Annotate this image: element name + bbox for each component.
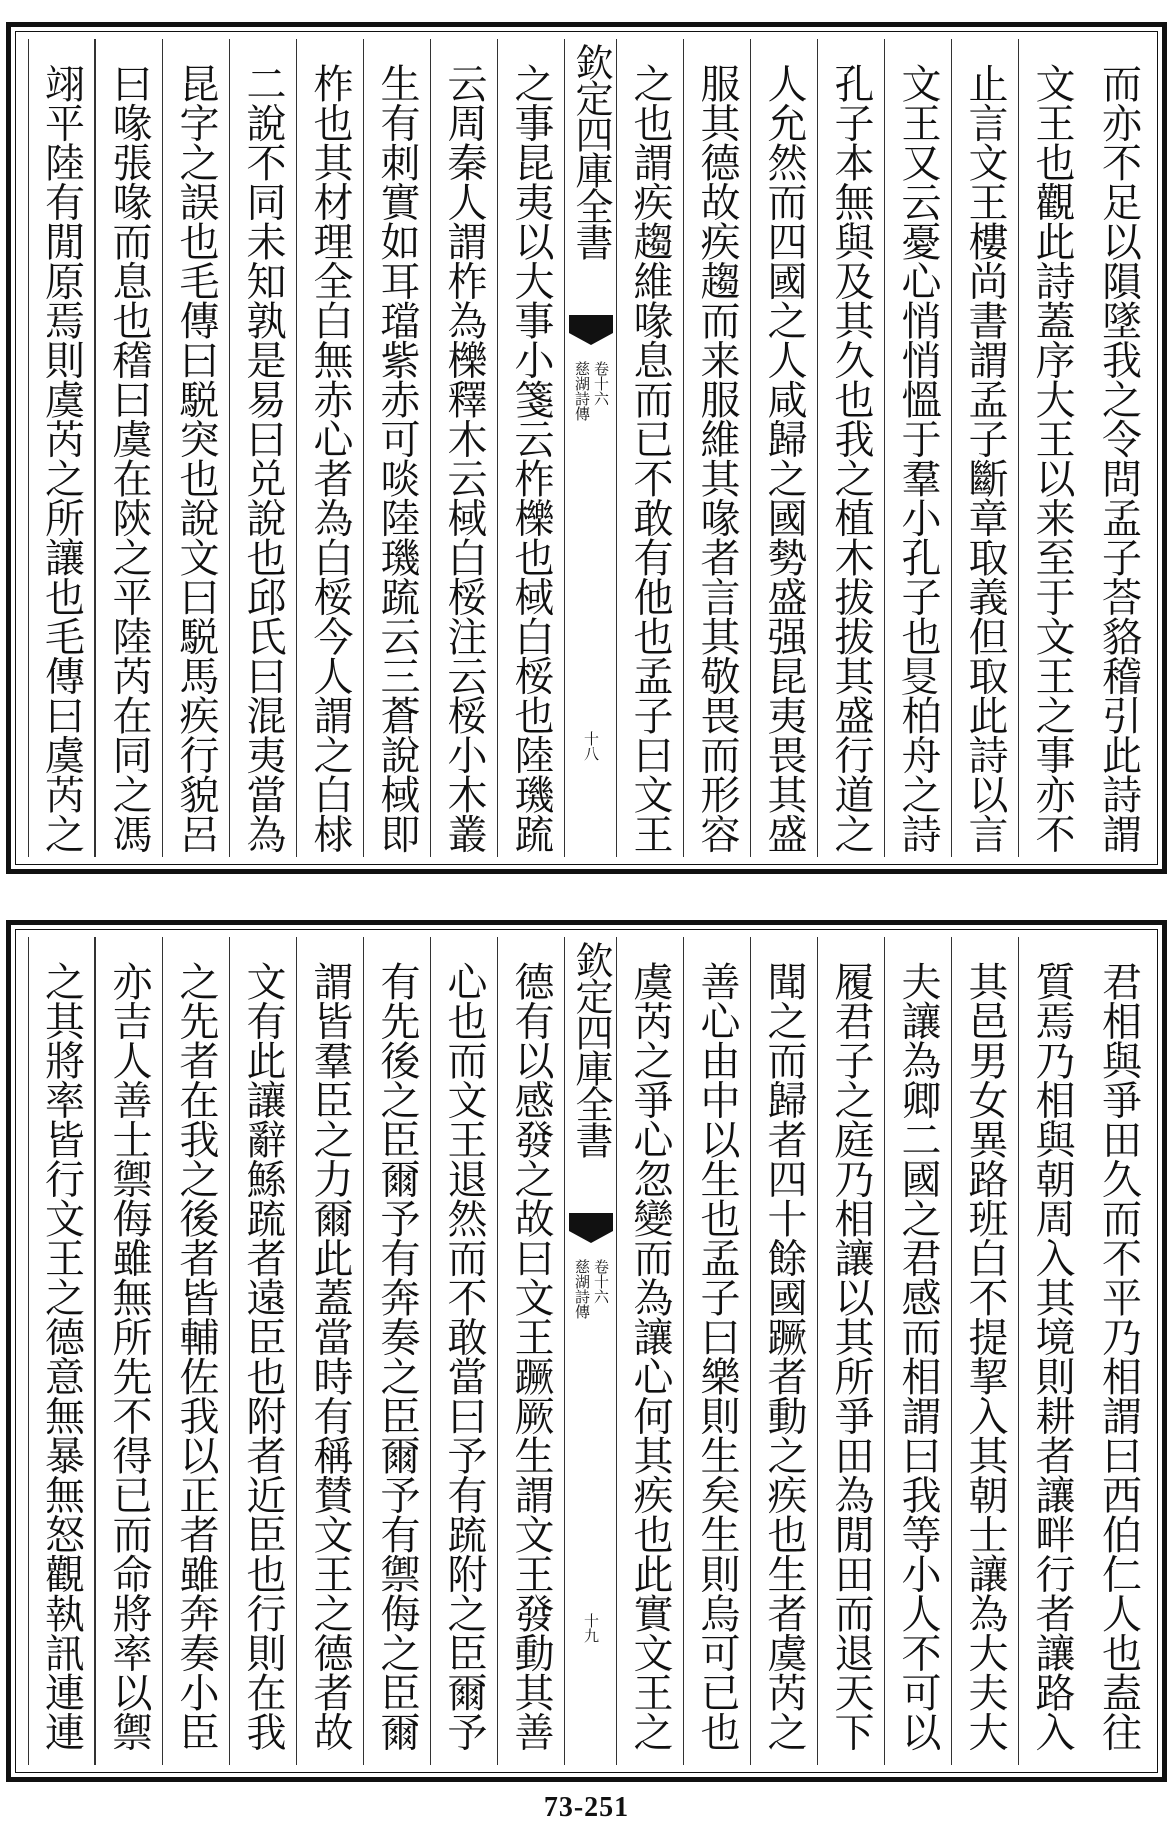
text-column: 文王又云憂心悄悄慍于羣小孔子也𠭁柏舟之詩 xyxy=(884,39,951,857)
text-column: 翊平陸有閒原焉則虞芮之所讓也毛傳曰虞芮之 xyxy=(28,39,95,857)
book-series-title: 欽定四庫全書 xyxy=(569,43,613,259)
center-column xyxy=(564,39,616,857)
text-column: 虞芮之爭心忽變而為讓心何其疾也此實文王之 xyxy=(616,937,683,1765)
book-volume-label: 慈湖詩傳 卷十六 xyxy=(573,1259,610,1319)
text-column: 君相與爭田久而不平乃相謂曰西伯仁人也盍往 xyxy=(1095,961,1142,1751)
text-column: 心也而文王退然而不敢當曰予有䟽附之臣爾予 xyxy=(430,937,497,1765)
text-column: 柞也其材理全白無赤心者為白桵今人謂之白梂 xyxy=(296,39,363,857)
text-column: 有先後之臣爾予有奔奏之臣爾予有禦侮之臣爾 xyxy=(363,937,430,1765)
text-column: 之也謂疾趨維喙息而已不敢有他也孟子曰文王 xyxy=(616,39,683,857)
text-column: 服其德故疾趨而来服維其喙者言其敬畏而形容 xyxy=(683,39,750,857)
page-number: 73-251 xyxy=(543,1792,630,1823)
text-column: 履君子之庭乃相讓以其所爭田為閒田而退天下 xyxy=(817,937,884,1765)
text-column: 善心由中以生也孟子曰樂則生矣生則烏可已也 xyxy=(683,937,750,1765)
text-column: 孔子本無與及其久也我之植木拔拔其盛行道之 xyxy=(817,39,884,857)
text-column: 謂皆羣臣之力爾此蓋當時有稱賛文王之德者故 xyxy=(296,937,363,1765)
book-series-title: 欽定四庫全書 xyxy=(569,941,613,1157)
text-column: 文有此讓辭鯀䟽者遠臣也附者近臣也行則在我 xyxy=(229,937,296,1765)
text-column: 亦吉人善士禦侮雖無所先不得已而命將率以禦 xyxy=(95,937,162,1765)
folio-number: 十九 xyxy=(582,1613,600,1643)
text-column: 人允然而四國之人咸歸之國勢盛强昆夷畏其盛 xyxy=(750,39,817,857)
text-column: 之事昆夷以大事小箋云柞櫟也棫白桵也陸璣䟽 xyxy=(497,39,564,857)
text-column: 夫讓為卿二國之君感而相謂曰我等小人不可以 xyxy=(884,937,951,1765)
text-column: 聞之而歸者四十餘國蹶者動之疾也生者虞芮之 xyxy=(750,937,817,1765)
center-column xyxy=(564,937,616,1765)
text-column: 之先者在我之後者皆輔佐我以正者雖奔奏小臣 xyxy=(162,937,229,1765)
text-column: 質焉乃相與朝周入其境則耕者讓畔行者讓路入 xyxy=(1018,937,1085,1765)
text-column: 之其將率皆行文王之德意無暴無怒觀執訊連連 xyxy=(28,937,95,1765)
text-column: 生有刺實如耳璫紫赤可啖陸璣䟽云三蒼說棫即 xyxy=(363,39,430,857)
text-column: 文王也觀此詩蓋序大王以来至于文王之事亦不 xyxy=(1018,39,1085,857)
text-column: 止言文王樓尚書謂孟子斷章取義但取此詩以言 xyxy=(951,39,1018,857)
text-column: 昆字之誤也毛傳曰駾突也說文曰駾馬疾行貌呂 xyxy=(162,39,229,857)
text-column: 云周秦人謂柞為櫟釋木云棫白桵注云桵小木叢 xyxy=(430,39,497,857)
bottom-page xyxy=(6,920,1167,1782)
fishtail-mark xyxy=(569,315,613,333)
text-column: 曰喙張喙而息也𥡴曰虞在陝之平陸芮在同之馮 xyxy=(95,39,162,857)
text-column: 其邑男女異路班白不提挈入其朝士讓為大夫大 xyxy=(951,937,1018,1765)
book-volume-label: 慈湖詩傳 卷十六 xyxy=(573,361,610,421)
top-page xyxy=(6,22,1167,874)
folio-number: 十八 xyxy=(582,731,600,761)
text-column: 德有以感發之故曰文王蹶厥生謂文王發動其善 xyxy=(497,937,564,1765)
text-column: 而亦不足以隕墜我之令問孟子荅貉稽引此詩謂 xyxy=(1095,63,1142,853)
text-column: 二說不同未知孰是易曰兑說也邱氏曰混夷當為 xyxy=(229,39,296,857)
fishtail-mark xyxy=(569,1213,613,1231)
